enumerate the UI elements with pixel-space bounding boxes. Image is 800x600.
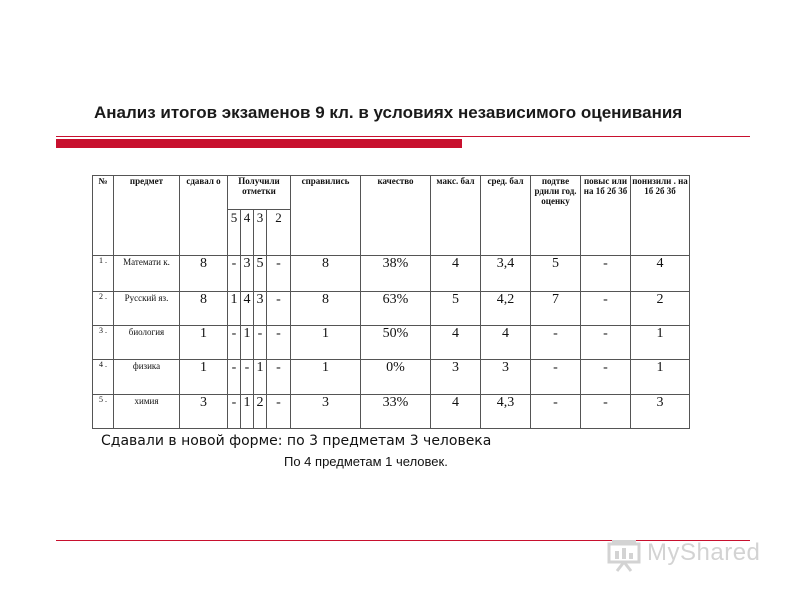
row-num: 2 . bbox=[93, 292, 114, 326]
row-quality: 63% bbox=[361, 292, 431, 326]
row-subject: химия bbox=[114, 395, 180, 429]
accent-bar bbox=[56, 139, 462, 148]
presentation-board-icon bbox=[606, 537, 642, 573]
myshared-logo[interactable] bbox=[606, 537, 766, 573]
row-num: 3 . bbox=[93, 326, 114, 360]
row-confirmed: - bbox=[531, 360, 581, 395]
row-grade-5: 1 bbox=[228, 292, 241, 326]
logo-wordmark: MyShared bbox=[647, 539, 761, 566]
row-max: 4 bbox=[431, 395, 481, 429]
header-raised: повыс или на 1б 2б 3б bbox=[581, 176, 631, 256]
header-lowered: понизили . на 1б 2б 3б bbox=[631, 176, 690, 256]
row-max: 3 bbox=[431, 360, 481, 395]
row-max: 4 bbox=[431, 326, 481, 360]
row-raised: - bbox=[581, 292, 631, 326]
grade-3-label: 3 bbox=[254, 210, 267, 256]
row-grade-4: 1 bbox=[241, 395, 254, 429]
row-took: 1 bbox=[180, 360, 228, 395]
row-lowered: 2 bbox=[631, 292, 690, 326]
row-grade-3: 5 bbox=[254, 256, 267, 292]
row-grade-4: 1 bbox=[241, 326, 254, 360]
footnote-three-subjects: Сдавали в новой форме: по 3 предметам 3 человека bbox=[101, 433, 492, 449]
row-max: 4 bbox=[431, 256, 481, 292]
table-row bbox=[93, 256, 690, 292]
footnote-four-subjects: По 4 предметам 1 человек. bbox=[284, 454, 448, 469]
grade-4-label: 4 bbox=[241, 210, 254, 256]
row-grade-4: 4 bbox=[241, 292, 254, 326]
header-confirmed: подтве рдили год. оценку bbox=[531, 176, 581, 256]
row-grade-2: - bbox=[267, 395, 291, 429]
row-quality: 50% bbox=[361, 326, 431, 360]
row-grade-3: 1 bbox=[254, 360, 267, 395]
row-passed: 1 bbox=[291, 360, 361, 395]
row-grade-2: - bbox=[267, 292, 291, 326]
row-grade-4: - bbox=[241, 360, 254, 395]
row-raised: - bbox=[581, 360, 631, 395]
row-grade-4: 3 bbox=[241, 256, 254, 292]
row-grade-3: 3 bbox=[254, 292, 267, 326]
row-avg: 3 bbox=[481, 360, 531, 395]
row-grade-2: - bbox=[267, 360, 291, 395]
row-passed: 8 bbox=[291, 256, 361, 292]
row-raised: - bbox=[581, 326, 631, 360]
row-quality: 33% bbox=[361, 395, 431, 429]
row-took: 8 bbox=[180, 256, 228, 292]
row-passed: 1 bbox=[291, 326, 361, 360]
row-grade-3: - bbox=[254, 326, 267, 360]
table-row bbox=[93, 395, 690, 429]
row-avg: 4 bbox=[481, 326, 531, 360]
row-lowered: 4 bbox=[631, 256, 690, 292]
row-quality: 38% bbox=[361, 256, 431, 292]
row-grade-2: - bbox=[267, 326, 291, 360]
header-passed: справились bbox=[291, 176, 361, 256]
row-subject: физика bbox=[114, 360, 180, 395]
row-subject: Математи к. bbox=[114, 256, 180, 292]
row-grade-5: - bbox=[228, 360, 241, 395]
grade-5-label: 5 bbox=[228, 210, 241, 256]
row-num: 1 . bbox=[93, 256, 114, 292]
grade-2-label: 2 bbox=[267, 210, 291, 256]
divider-line bbox=[56, 136, 750, 137]
row-passed: 3 bbox=[291, 395, 361, 429]
row-confirmed: 5 bbox=[531, 256, 581, 292]
row-num: 5 . bbox=[93, 395, 114, 429]
table-row bbox=[93, 292, 690, 326]
row-avg: 4,3 bbox=[481, 395, 531, 429]
page-title: Анализ итогов экзаменов 9 кл. в условиях независимого оценивания bbox=[94, 103, 683, 122]
row-max: 5 bbox=[431, 292, 481, 326]
row-confirmed: - bbox=[531, 326, 581, 360]
header-quality: качество bbox=[361, 176, 431, 256]
header-subject: предмет bbox=[114, 176, 180, 256]
row-raised: - bbox=[581, 256, 631, 292]
row-subject: биология bbox=[114, 326, 180, 360]
table-row bbox=[93, 360, 690, 395]
row-grade-5: - bbox=[228, 256, 241, 292]
row-lowered: 1 bbox=[631, 360, 690, 395]
header-marks: Получили отметки bbox=[228, 176, 291, 210]
row-grade-2: - bbox=[267, 256, 291, 292]
header-took: сдавал о bbox=[180, 176, 228, 256]
row-num: 4 . bbox=[93, 360, 114, 395]
row-confirmed: - bbox=[531, 395, 581, 429]
row-passed: 8 bbox=[291, 292, 361, 326]
results-table bbox=[92, 175, 690, 429]
row-lowered: 1 bbox=[631, 326, 690, 360]
row-avg: 3,4 bbox=[481, 256, 531, 292]
row-took: 3 bbox=[180, 395, 228, 429]
header-max-score: макс. бал bbox=[431, 176, 481, 256]
row-grade-3: 2 bbox=[254, 395, 267, 429]
row-subject: Русский яз. bbox=[114, 292, 180, 326]
row-grade-5: - bbox=[228, 395, 241, 429]
row-grade-5: - bbox=[228, 326, 241, 360]
row-confirmed: 7 bbox=[531, 292, 581, 326]
row-raised: - bbox=[581, 395, 631, 429]
header-num: № bbox=[93, 176, 114, 256]
header-avg-score: сред. бал bbox=[481, 176, 531, 256]
row-quality: 0% bbox=[361, 360, 431, 395]
table-header-row bbox=[93, 176, 690, 210]
row-lowered: 3 bbox=[631, 395, 690, 429]
row-avg: 4,2 bbox=[481, 292, 531, 326]
table-row bbox=[93, 326, 690, 360]
row-took: 1 bbox=[180, 326, 228, 360]
row-took: 8 bbox=[180, 292, 228, 326]
